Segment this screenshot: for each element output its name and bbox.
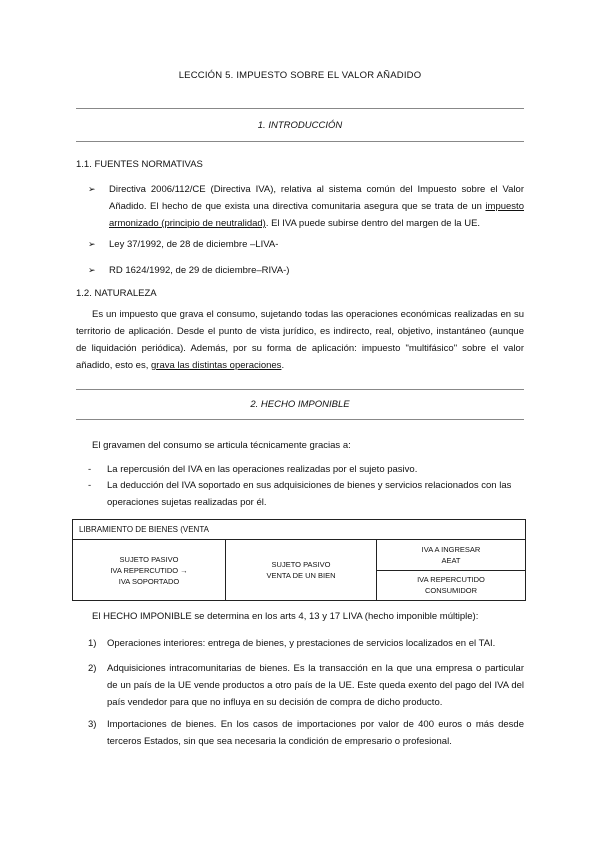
arrow-bullet-icon: ➢ — [88, 184, 96, 194]
list-item — [88, 716, 524, 750]
list-item-text: La deducción del IVA soportado en sus adquisiciones de bienes y servicios relacionados con las operaciones sujetas realizadas por él. — [107, 480, 512, 508]
text: Directiva 2006/112/CE (Directiva IVA), relativa al sistema común del Impuesto sobre el Valor Añadido. El hecho de que exista una directiva comunitaria asegura que se trata de un — [109, 184, 524, 212]
list-item-text — [109, 181, 524, 232]
cell-line: IVA A INGRESAR — [421, 544, 481, 554]
text: . — [281, 360, 285, 371]
cell-line: AEAT — [441, 555, 461, 565]
divider — [76, 141, 524, 142]
dash-bullet: - — [88, 480, 92, 491]
list-item-text: Adquisiciones intracomunitarias de bienes. Es la transacción en la que una empresa o particular de un país de la UE vende productos a otro país de la UE. Este queda exento del pago del IVA del país vendedor para que no influya en su decisión de compra de dicho producto. — [107, 663, 524, 708]
divider — [76, 108, 524, 109]
table-cell-sujeto-pasivo-2 — [226, 540, 377, 601]
arrow-bullet-icon: ➢ — [88, 265, 96, 275]
list-number: 3) — [88, 719, 97, 730]
list-item-text: Ley 37/1992, de 28 de diciembre –LIVA- — [109, 239, 279, 250]
section-title-introduccion: 1. INTRODUCCIÓN — [257, 120, 343, 131]
cell-line: CONSUMIDOR — [424, 586, 478, 596]
cell-line: SUJETO PASIVO — [271, 560, 331, 569]
table-cell-iva-repercutido — [377, 570, 526, 601]
cell-line: VENTA DE UN BIEN — [266, 571, 336, 580]
libramiento-table — [72, 519, 526, 601]
cell-line: SUJETO PASIVO — [119, 554, 179, 564]
list-item — [88, 660, 524, 712]
table-header: LIBRAMIENTO DE BIENES (VENTA — [73, 520, 526, 540]
divider — [76, 419, 524, 420]
section-title-hecho-imponible: 2. HECHO IMPONIBLE — [250, 399, 350, 410]
cell-line: IVA REPERCUTIDO — [417, 575, 485, 585]
subheading-naturaleza: 1.2. NATURALEZA — [76, 288, 157, 299]
arrow-bullet-icon: ➢ — [88, 239, 96, 249]
divider — [76, 389, 524, 390]
cell-line: IVA SOPORTADO — [118, 576, 180, 586]
list-item-text: Importaciones de bienes. En los casos de importaciones por valor de 400 euros o más desde terceros Estados, sin que sea necesaria la condición de empresario o profesional. — [107, 719, 524, 747]
list-item — [88, 477, 524, 511]
table-cell-sujeto-pasivo-1 — [73, 540, 226, 601]
table-cell-iva-ingresar — [377, 540, 526, 571]
paragraph-naturaleza — [76, 306, 524, 374]
list-item-text: Operaciones interiores: entrega de bienes, y prestaciones de servicios localizados en el TAI. — [107, 638, 496, 649]
text: Es un impuesto que grava el consumo, sujetando todas las operaciones económicas realizadas en su territorio de aplicación. Desde el punto de vista jurídico, es indirecto, real, objetivo, instantáneo (aunque de liquidación periódica). Además, por su forma de aplicación: impuesto "multifásico" sobre el valor añadido, esto es, — [76, 309, 524, 371]
list-item-text: RD 1624/1992, de 29 de diciembre–RIVA-) — [109, 265, 290, 276]
text: . El IVA puede subirse dentro del margen de la UE. — [265, 218, 481, 229]
cell-line: IVA REPERCUTIDO → — [110, 565, 188, 575]
paragraph-gravamen: El gravamen del consumo se articula técnicamente gracias a: — [92, 440, 351, 451]
page-title: LECCIÓN 5. IMPUESTO SOBRE EL VALOR AÑADIDO — [178, 70, 422, 81]
dash-bullet: - — [88, 464, 92, 475]
paragraph-hecho-imponible: El HECHO IMPONIBLE se determina en los arts 4, 13 y 17 LIVA (hecho imponible múltiple): — [92, 611, 479, 622]
list-item — [88, 181, 524, 233]
link-grava-operaciones[interactable]: grava las distintas operaciones — [151, 360, 282, 371]
link-impuesto-armonizado[interactable]: impuesto armonizado (principio de neutralidad) — [109, 201, 524, 229]
list-number: 1) — [88, 638, 97, 649]
list-item-text: La repercusión del IVA en las operaciones realizadas por el sujeto pasivo. — [107, 464, 418, 475]
list-number: 2) — [88, 663, 97, 674]
subheading-fuentes-normativas: 1.1. FUENTES NORMATIVAS — [76, 159, 203, 170]
